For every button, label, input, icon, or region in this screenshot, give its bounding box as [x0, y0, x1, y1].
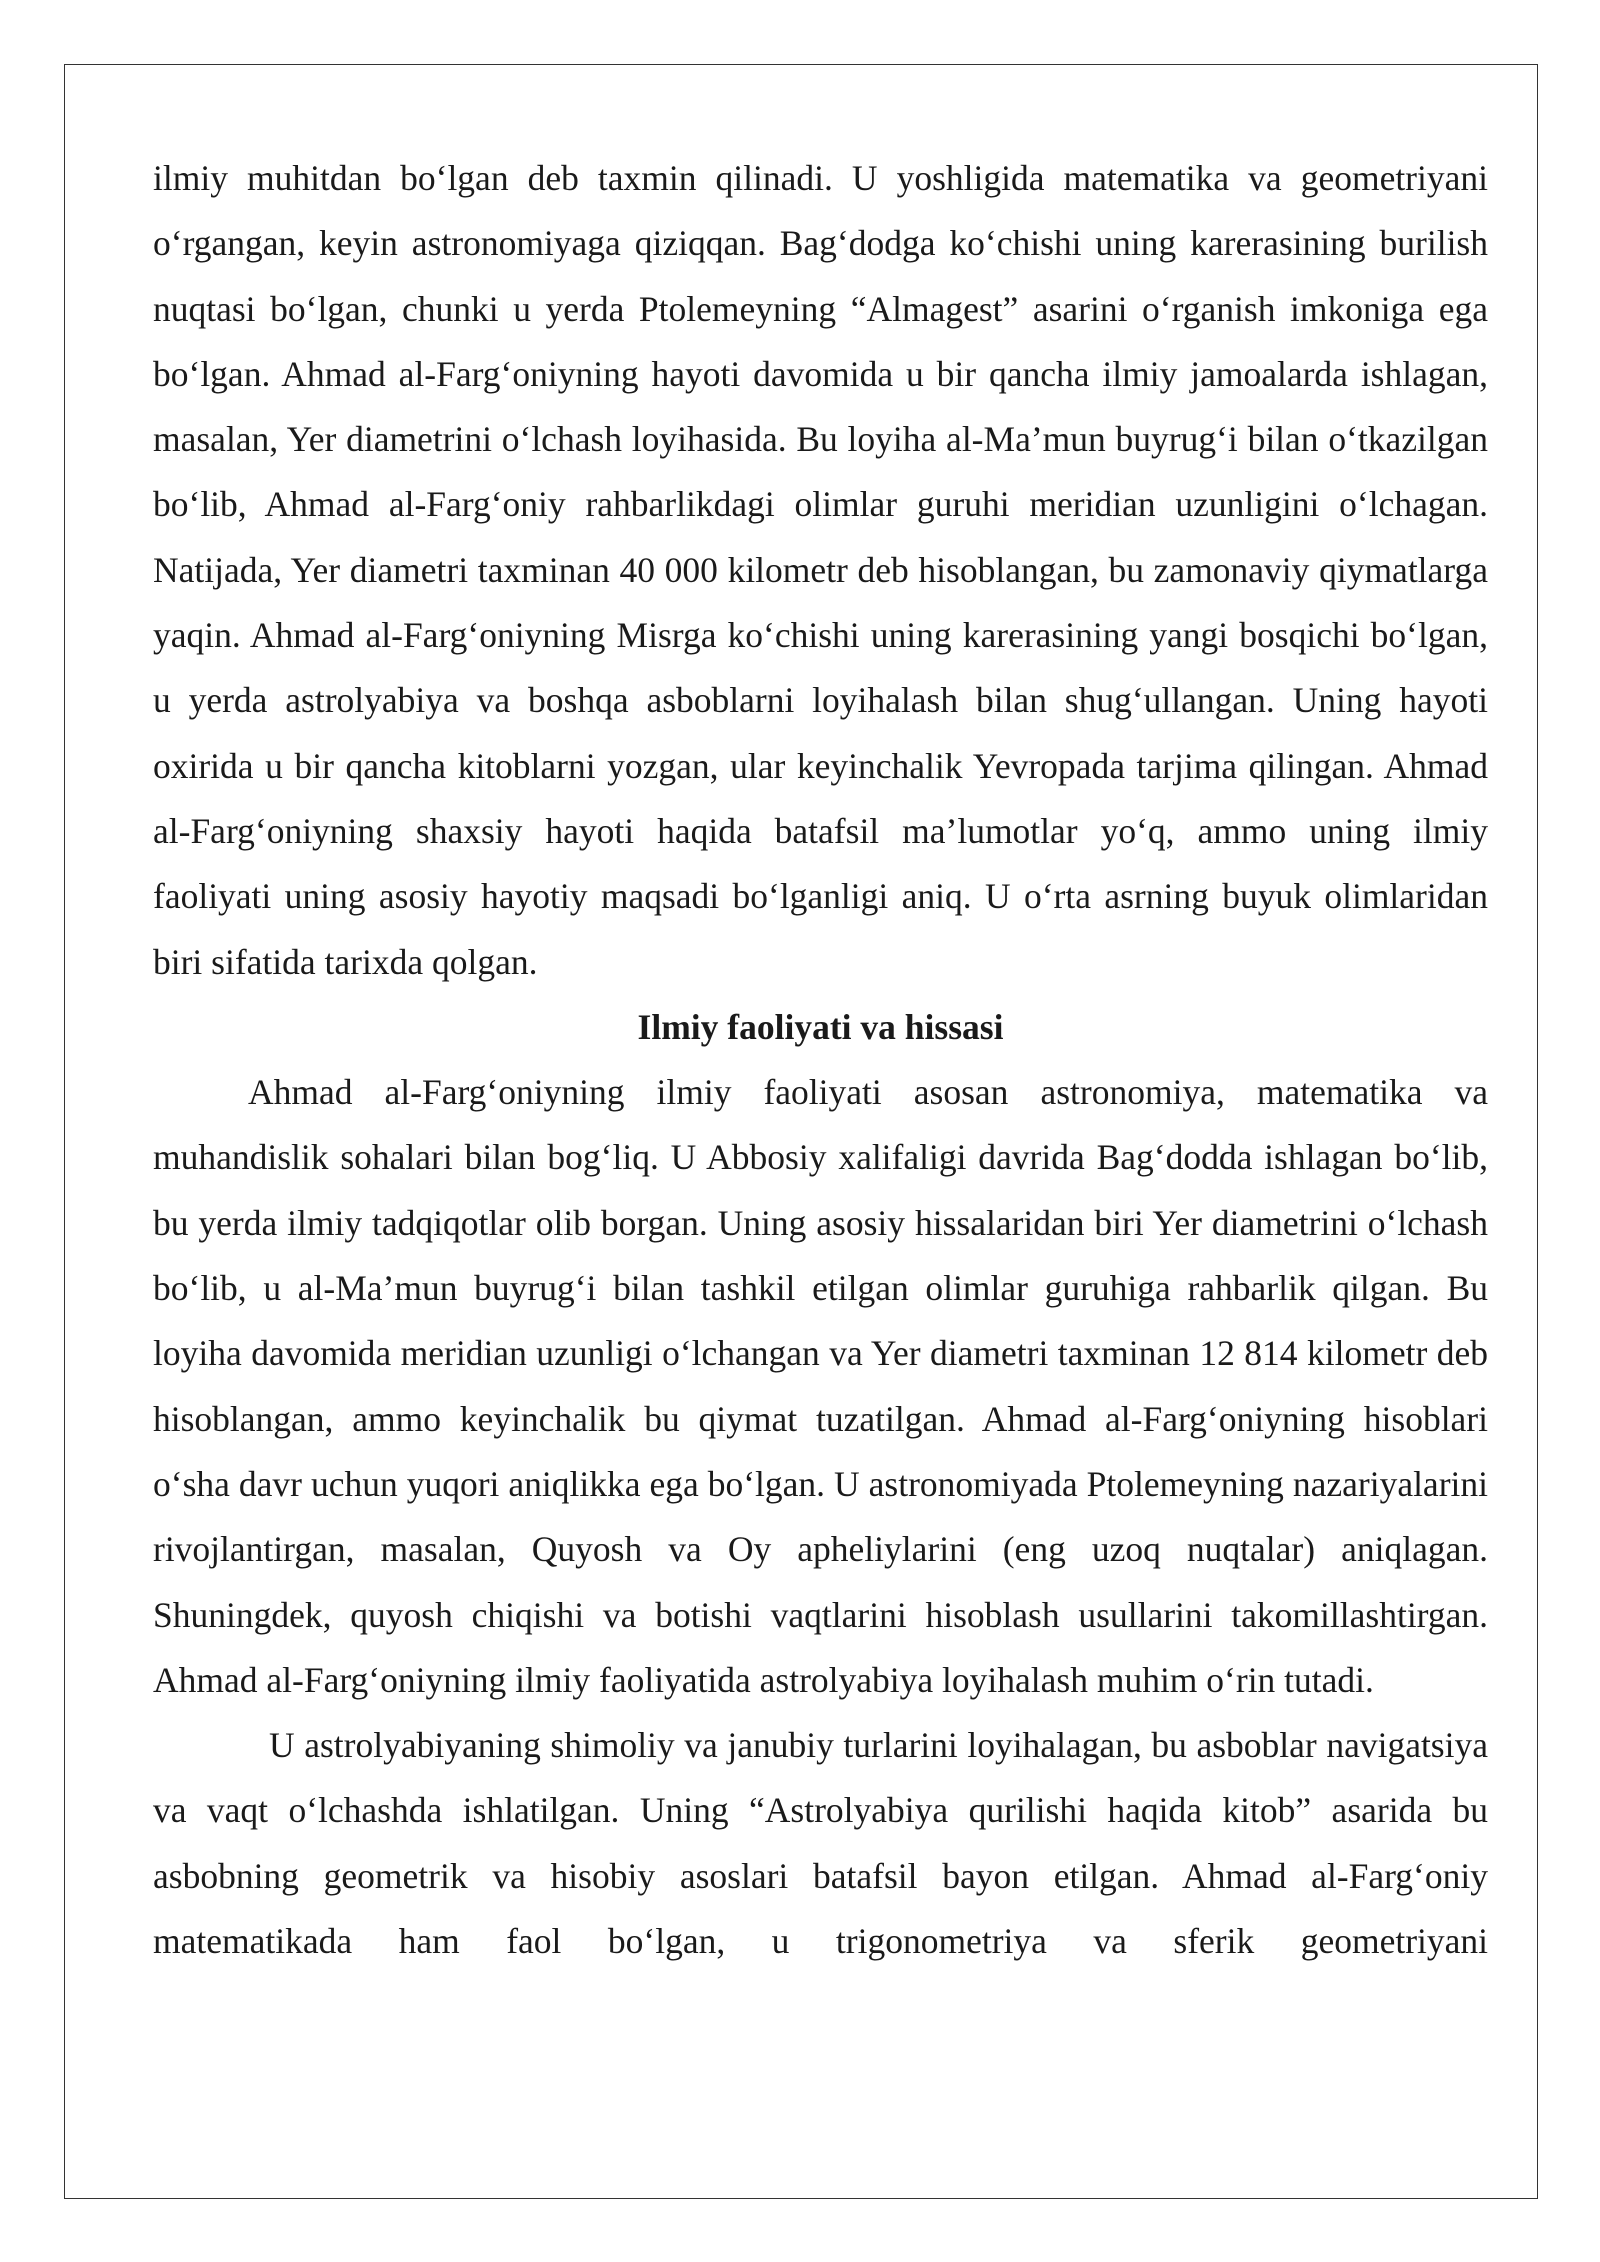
paragraph-1: ilmiy muhitdan bo‘lgan deb taxmin qilinadi. U yoshligida matematika va geometriyani o‘rgangan, keyin astronomiyaga qiziqqan. Bag‘dodga ko‘chishi uning karerasining burilish nuqtasi bo‘lgan, chunki u yerda Ptolemeyning “Almagest” asarini o‘rganish imkoniga ega bo‘lgan. Ahmad al-Farg‘oniyning hayoti davomida u bir qancha ilmiy jamoalarda ishlagan, masalan, Yer diametrini o‘lchash loyihasida. Bu loyiha al-Ma’mun buyrug‘i bilan o‘tkazilgan bo‘lib, Ahmad al-Farg‘oniy rahbarlikdagi olimlar guruhi meridian uzunligini o‘lchagan. Natijada, Yer diametri taxminan 40 000 kilometr deb hisoblangan, bu zamonaviy qiymatlarga yaqin. Ahmad al-Farg‘oniyning Misrga ko‘chishi uning karerasining yangi bosqichi bo‘lgan, u yerda astrolyabiya va boshqa asboblarni loyihalash bilan shug‘ullangan. Uning hayoti oxirida u bir qancha kitoblarni yozgan, ular keyinchalik Yevropada tarjima qilingan. Ahmad al-Farg‘oniyning shaxsiy hayoti haqida batafsil ma’lumotlar yo‘q, ammo uning ilmiy faoliyati uning asosiy hayotiy maqsadi bo‘lganligi aniq. U o‘rta asrning buyuk olimlaridan biri sifatida tarixda qolgan. — [153, 158, 1488, 982]
paragraph-3: U astrolyabiyaning shimoliy va janubiy turlarini loyihalagan, bu asboblar navigatsiya va vaqt o‘lchashda ishlatilgan. Uning “Astrolyabiya qurilishi haqida kitob” asarida bu asbobning geometrik va hisobiy asoslari batafsil bayon etilgan. Ahmad al-Farg‘oniy matematikada ham faol bo‘lgan, u trigonometriya va sferik geometriyani — [153, 1725, 1488, 1962]
paragraph-2: Ahmad al-Farg‘oniyning ilmiy faoliyati asosan astronomiya, matematika va muhandislik sohalari bilan bog‘liq. U Abbosiy xalifaligi davrida Bag‘dodda ishlagan bo‘lib, bu yerda ilmiy tadqiqotlar olib borgan. Uning asosiy hissalaridan biri Yer diametrini o‘lchash bo‘lib, u al-Ma’mun buyrug‘i bilan tashkil etilgan olimlar guruhiga rahbarlik qilgan. Bu loyiha davomida meridian uzunligi o‘lchangan va Yer diametri taxminan 12 814 kilometr deb hisoblangan, ammo keyinchalik bu qiymat tuzatilgan. Ahmad al-Farg‘oniyning hisoblari o‘sha davr uchun yuqori aniqlikka ega bo‘lgan. U astronomiyada Ptolemeyning nazariyalarini rivojlantirgan, masalan, Quyosh va Oy apheliylarini (eng uzoq nuqtalar) aniqlagan. Shuningdek, quyosh chiqishi va botishi vaqtlarini hisoblash usullarini takomillashtirgan. Ahmad al-Farg‘oniyning ilmiy faoliyatida astrolyabiya loyihalash muhim o‘rin tutadi. — [153, 1072, 1488, 1700]
section-heading: Ilmiy faoliyati va hissasi — [637, 1006, 1004, 1047]
document-body — [153, 146, 1488, 1974]
